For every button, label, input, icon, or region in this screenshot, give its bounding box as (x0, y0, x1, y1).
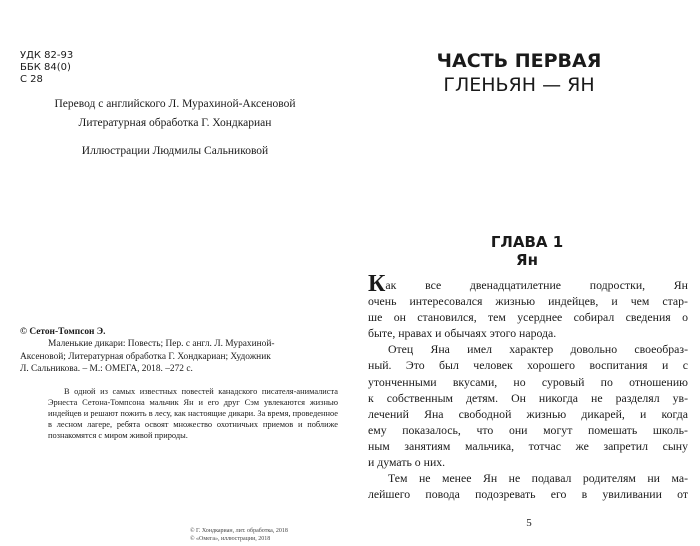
body-line: быте, нравах и обычаях этого народа. (368, 326, 557, 341)
body-line: лечений Яна свободной жизнью дикарей, и когда (368, 406, 688, 421)
body-text (368, 271, 688, 502)
copyright-block (190, 527, 288, 543)
body-line: ше он становился, тем усерднее собирал сведения о (368, 310, 688, 325)
body-line: и думать о них. (368, 455, 446, 470)
illustrations-credit: Иллюстрации Людмилы Сальниковой (81, 145, 269, 157)
catalog-line: Аксеновой; Литературная обработка Г. Хондкариан; Художник (20, 351, 271, 362)
bbk-code: ББК 84(0) (20, 62, 71, 73)
page-number: 5 (526, 517, 532, 529)
body-line: утонченными вкусами, но суровый по отношению (368, 374, 688, 389)
part-title: ЧАСТЬ ПЕРВАЯ (436, 50, 602, 72)
body-line: Отец Яна имел характер довольно своеобраз- (388, 342, 688, 357)
body-line: лейшего повода подозревать его в увиливании от (368, 487, 688, 502)
literary-credit: Литературная обработка Г. Хондкариан (78, 117, 272, 129)
classification-codes (20, 50, 73, 86)
body-line: ный. Это был человек хорошего воспитания и с (368, 358, 688, 373)
translation-credit: Перевод с английского Л. Мурахиной-Аксеновой (54, 98, 296, 110)
body-line: ему показалось, что они могут помешать школь- (368, 422, 688, 437)
annotation (48, 386, 338, 441)
annotation-text: В одной из самых известных повестей канадского писателя-анималиста Эрнеста Сетона-Томпсона мальчик Ян и его друг Сэм увлекаются жизнью индейцев и решают пожить в лесу, как настоящие дикари. За время, проведенное в лесном лагере, ребята освоят множество охотничьих приемов и поближе познакомятся с миром живой природы. (48, 387, 338, 440)
catalog-header: © Сетон-Томпсон Э. (20, 327, 106, 337)
catalog-line: Маленькие дикари: Повесть; Пер. с англ. Л. Мурахиной- (48, 339, 275, 350)
right-page (350, 0, 700, 546)
copyright-line: © Г. Хондкариан, лит. обработка, 2018 (190, 528, 288, 534)
body-line: очень интересовался жизнью индейцев, и чем стар- (368, 294, 688, 309)
catalog-record (20, 326, 330, 376)
body-line: ным занятиям мальчика, тотчас же запретил сыну (368, 438, 688, 453)
drop-cap: К (368, 271, 386, 297)
body-line: Как все двенадцатилетние подростки, Ян (368, 271, 688, 297)
body-line: Тем не менее Ян не подавал родителям ни ма- (388, 471, 688, 486)
body-line: к собственным детям. Он никогда не разделял ув- (368, 390, 688, 405)
part-subtitle: ГЛЕНЬЯН — ЯН (443, 74, 595, 96)
author-mark: С 28 (20, 74, 43, 85)
copyright-line: © «Омега», иллюстрации, 2018 (190, 536, 271, 542)
chapter-title: ГЛАВА 1 (490, 233, 564, 251)
catalog-line: Л. Сальникова. – М.: ОМЕГА, 2018. –272 с. (20, 364, 193, 375)
chapter-subtitle: Ян (516, 251, 538, 269)
udk-code: УДК 82-93 (20, 50, 74, 61)
